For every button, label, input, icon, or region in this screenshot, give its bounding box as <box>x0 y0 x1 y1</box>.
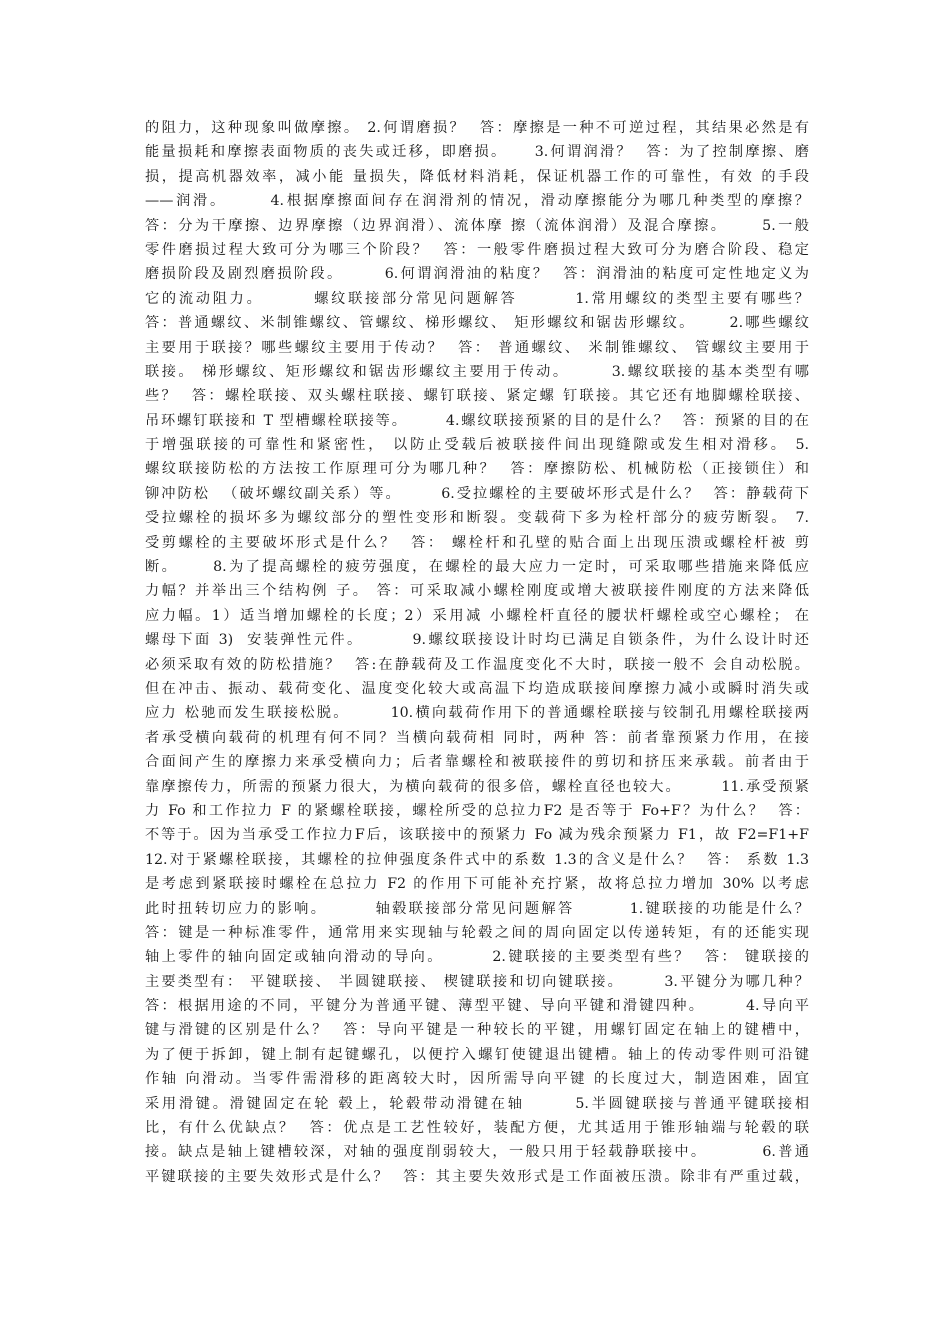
text-line: 合面间产生的摩擦力来承受横向力；后者靠螺栓和被联接件的剪切和挤压来承载。前者由于 <box>145 754 809 771</box>
text-line: 受拉螺栓的损坏多为螺纹部分的塑性变形和断裂。变载荷下多为栓杆部分的疲劳断裂。 7. <box>145 510 809 527</box>
text-line: 比，有什么优缺点？ 答：优点是工艺性较好，装配方便，尤其适用于锥形轴端与轮毂的联 <box>145 1120 809 1137</box>
text-line: 主要用于联接？哪些螺纹主要用于传动？ 答： 普通螺纹、 米制锥螺纹、 管螺纹主要用于 <box>145 339 809 356</box>
text-line: 些？ 答：螺栓联接、双头螺柱联接、螺钉联接、紧定螺 钉联接。其它还有地脚螺栓联接、 <box>145 388 809 405</box>
text-line: 的阻力，这种现象叫做摩擦。 2.何谓磨损？ 答：摩擦是一种不可逆过程，其结果必然是有 <box>145 120 809 136</box>
text-line: 平键联接的主要失效形式是什么？ 答：其主要失效形式是工作面被压溃。除非有严重过载， <box>145 1168 809 1185</box>
text-line: 是考虑到紧联接时螺栓在总拉力 F2 的作用下可能补充拧紧，故将总拉力增加 30% 以考虑 <box>145 876 809 893</box>
text-line: 力 Fo 和工作拉力 F 的紧螺栓联接，螺栓所受的总拉力F2 是否等于 Fo+F？为什么？ 答： <box>145 802 809 819</box>
text-line: 应力幅。1）适当增加螺栓的长度；2）采用减 小螺栓杆直径的腰状杆螺栓或空心螺栓； 在 <box>145 607 809 624</box>
text-line: 必须采取有效的防松措施？ 答:在静载荷及工作温度变化不大时，联接一般不 会自动松脱。 <box>145 656 809 673</box>
text-line: 能量损耗和摩擦表面物质的丧失或迁移，即磨损。 3.何谓润滑？ 答：为了控制摩擦、磨 <box>145 144 809 161</box>
text-line: 但在冲击、振动、载荷变化、温度变化较大或高温下均造成联接间摩擦力减小或瞬时消失或 <box>145 680 809 697</box>
text-line: 主要类型有： 平键联接、 半圆键联接、 楔键联接和切向键联接。 3.平键分为哪几种？ <box>145 973 809 990</box>
text-line: 断。 8.为了提高螺栓的疲劳强度，在螺栓的最大应力一定时，可采取哪些措施来降低应 <box>145 559 809 576</box>
text-line: 不等于。因为当承受工作拉力F后，该联接中的预紧力 Fo 减为残余预紧力 F1，故 F2=F1+F <box>145 827 809 844</box>
text-line: 损，提高机器效率，减小能 量损失，降低材料消耗，保证机器工作的可靠性，有效 的手段 <box>145 168 809 185</box>
text-line: 键与滑键的区别是什么？ 答：导向平键是一种较长的平键，用螺钉固定在轴上的键槽中， <box>145 1022 809 1039</box>
text-line: 靠摩擦传力，所需的预紧力很大，为横向载荷的很多倍，螺栓直径也较大。 11.承受预紧 <box>145 778 809 795</box>
text-line: 12.对于紧螺栓联接，其螺栓的拉伸强度条件式中的系数 1.3的含义是什么？ 答： 系数 1.3 <box>145 851 809 868</box>
text-line: 答：分为干摩擦、边界摩擦（边界润滑）、流体摩 擦（流体润滑）及混合摩擦。 5.一般 <box>145 217 809 234</box>
body-text <box>145 116 809 1189</box>
text-line: 于增强联接的可靠性和紧密性， 以防止受载后被联接件间出现缝隙或发生相对滑移。 5. <box>145 437 809 454</box>
text-line: 联接。 梯形螺纹、矩形螺纹和锯齿形螺纹主要用于传动。 3.螺纹联接的基本类型有哪 <box>145 363 809 380</box>
text-line: 答：根据用途的不同，平键分为普通平键、薄型平键、导向平键和滑键四种。 4.导向平 <box>145 998 809 1015</box>
text-line: 力幅？并举出三个结构例 子。 答：可采取减小螺栓刚度或增大被联接件刚度的方法来降低 <box>145 583 809 600</box>
text-line: 者承受横向载荷的机理有何不同？当横向载荷相 同时，两种 答：前者靠预紧力作用，在接 <box>145 729 809 746</box>
text-line: 答：普通螺纹、米制锥螺纹、管螺纹、梯形螺纹、 矩形螺纹和锯齿形螺纹。 2.哪些螺纹 <box>145 315 809 332</box>
text-line: 铆冲防松 （破坏螺纹副关系）等。 6.受拉螺栓的主要破坏形式是什么？ 答：静载荷下 <box>145 485 809 502</box>
text-line: 零件磨损过程大致可分为哪三个阶段？ 答：一般零件磨损过程大致可分为磨合阶段、稳定 <box>145 241 809 258</box>
text-line: 采用滑键。滑键固定在轮 毂上，轮毂带动滑键在轴 5.半圆键联接与普通平键联接相 <box>145 1095 809 1112</box>
text-line: 吊环螺钉联接和 T 型槽螺栓联接等。 4.螺纹联接预紧的目的是什么？ 答：预紧的目的在 <box>145 412 809 429</box>
text-line: 磨损阶段及剧烈磨损阶段。 6.何谓润滑油的粘度？ 答：润滑油的粘度可定性地定义为 <box>145 266 809 283</box>
text-line: 应力 松驰而发生联接松脱。 10.横向载荷作用下的普通螺栓联接与铰制孔用螺栓联接两 <box>145 705 809 722</box>
text-line: 受剪螺栓的主要破坏形式是什么？ 答： 螺栓杆和孔壁的贴合面上出现压溃或螺栓杆被 剪 <box>145 534 809 551</box>
text-line: 螺纹联接防松的方法按工作原理可分为哪几种？ 答：摩擦防松、机械防松（正接锁住）和 <box>145 461 809 478</box>
text-line: 为了便于拆卸，键上制有起键螺孔，以便拧入螺钉使键退出键槽。轴上的传动零件则可沿键 <box>145 1046 809 1063</box>
text-line: 接。缺点是轴上键槽较深，对轴的强度削弱较大，一般只用于轻载静联接中。 6.普通 <box>145 1144 809 1161</box>
text-line: 螺母下面 3) 安装弹性元件。 9.螺纹联接设计时均已满足自锁条件，为什么设计时还 <box>145 632 809 649</box>
text-line: ——润滑。 4.根据摩擦面间存在润滑剂的情况，滑动摩擦能分为哪几种类型的摩擦？ <box>145 193 809 210</box>
text-line: 它的流动阻力。 螺纹联接部分常见问题解答 1.常用螺纹的类型主要有哪些？ <box>145 290 809 307</box>
text-line: 轴上零件的轴向固定或轴向滑动的导向。 2.键联接的主要类型有些？ 答： 键联接的 <box>145 949 809 966</box>
text-line: 答：键是一种标准零件，通常用来实现轴与轮毂之间的周向固定以传递转矩，有的还能实现 <box>145 924 809 941</box>
text-line: 作轴 向滑动。当零件需滑移的距离较大时，因所需导向平键 的长度过大，制造困难，固宜 <box>145 1071 809 1088</box>
text-line: 此时扭转切应力的影响。 轴毂联接部分常见问题解答 1.键联接的功能是什么？ <box>145 900 809 917</box>
